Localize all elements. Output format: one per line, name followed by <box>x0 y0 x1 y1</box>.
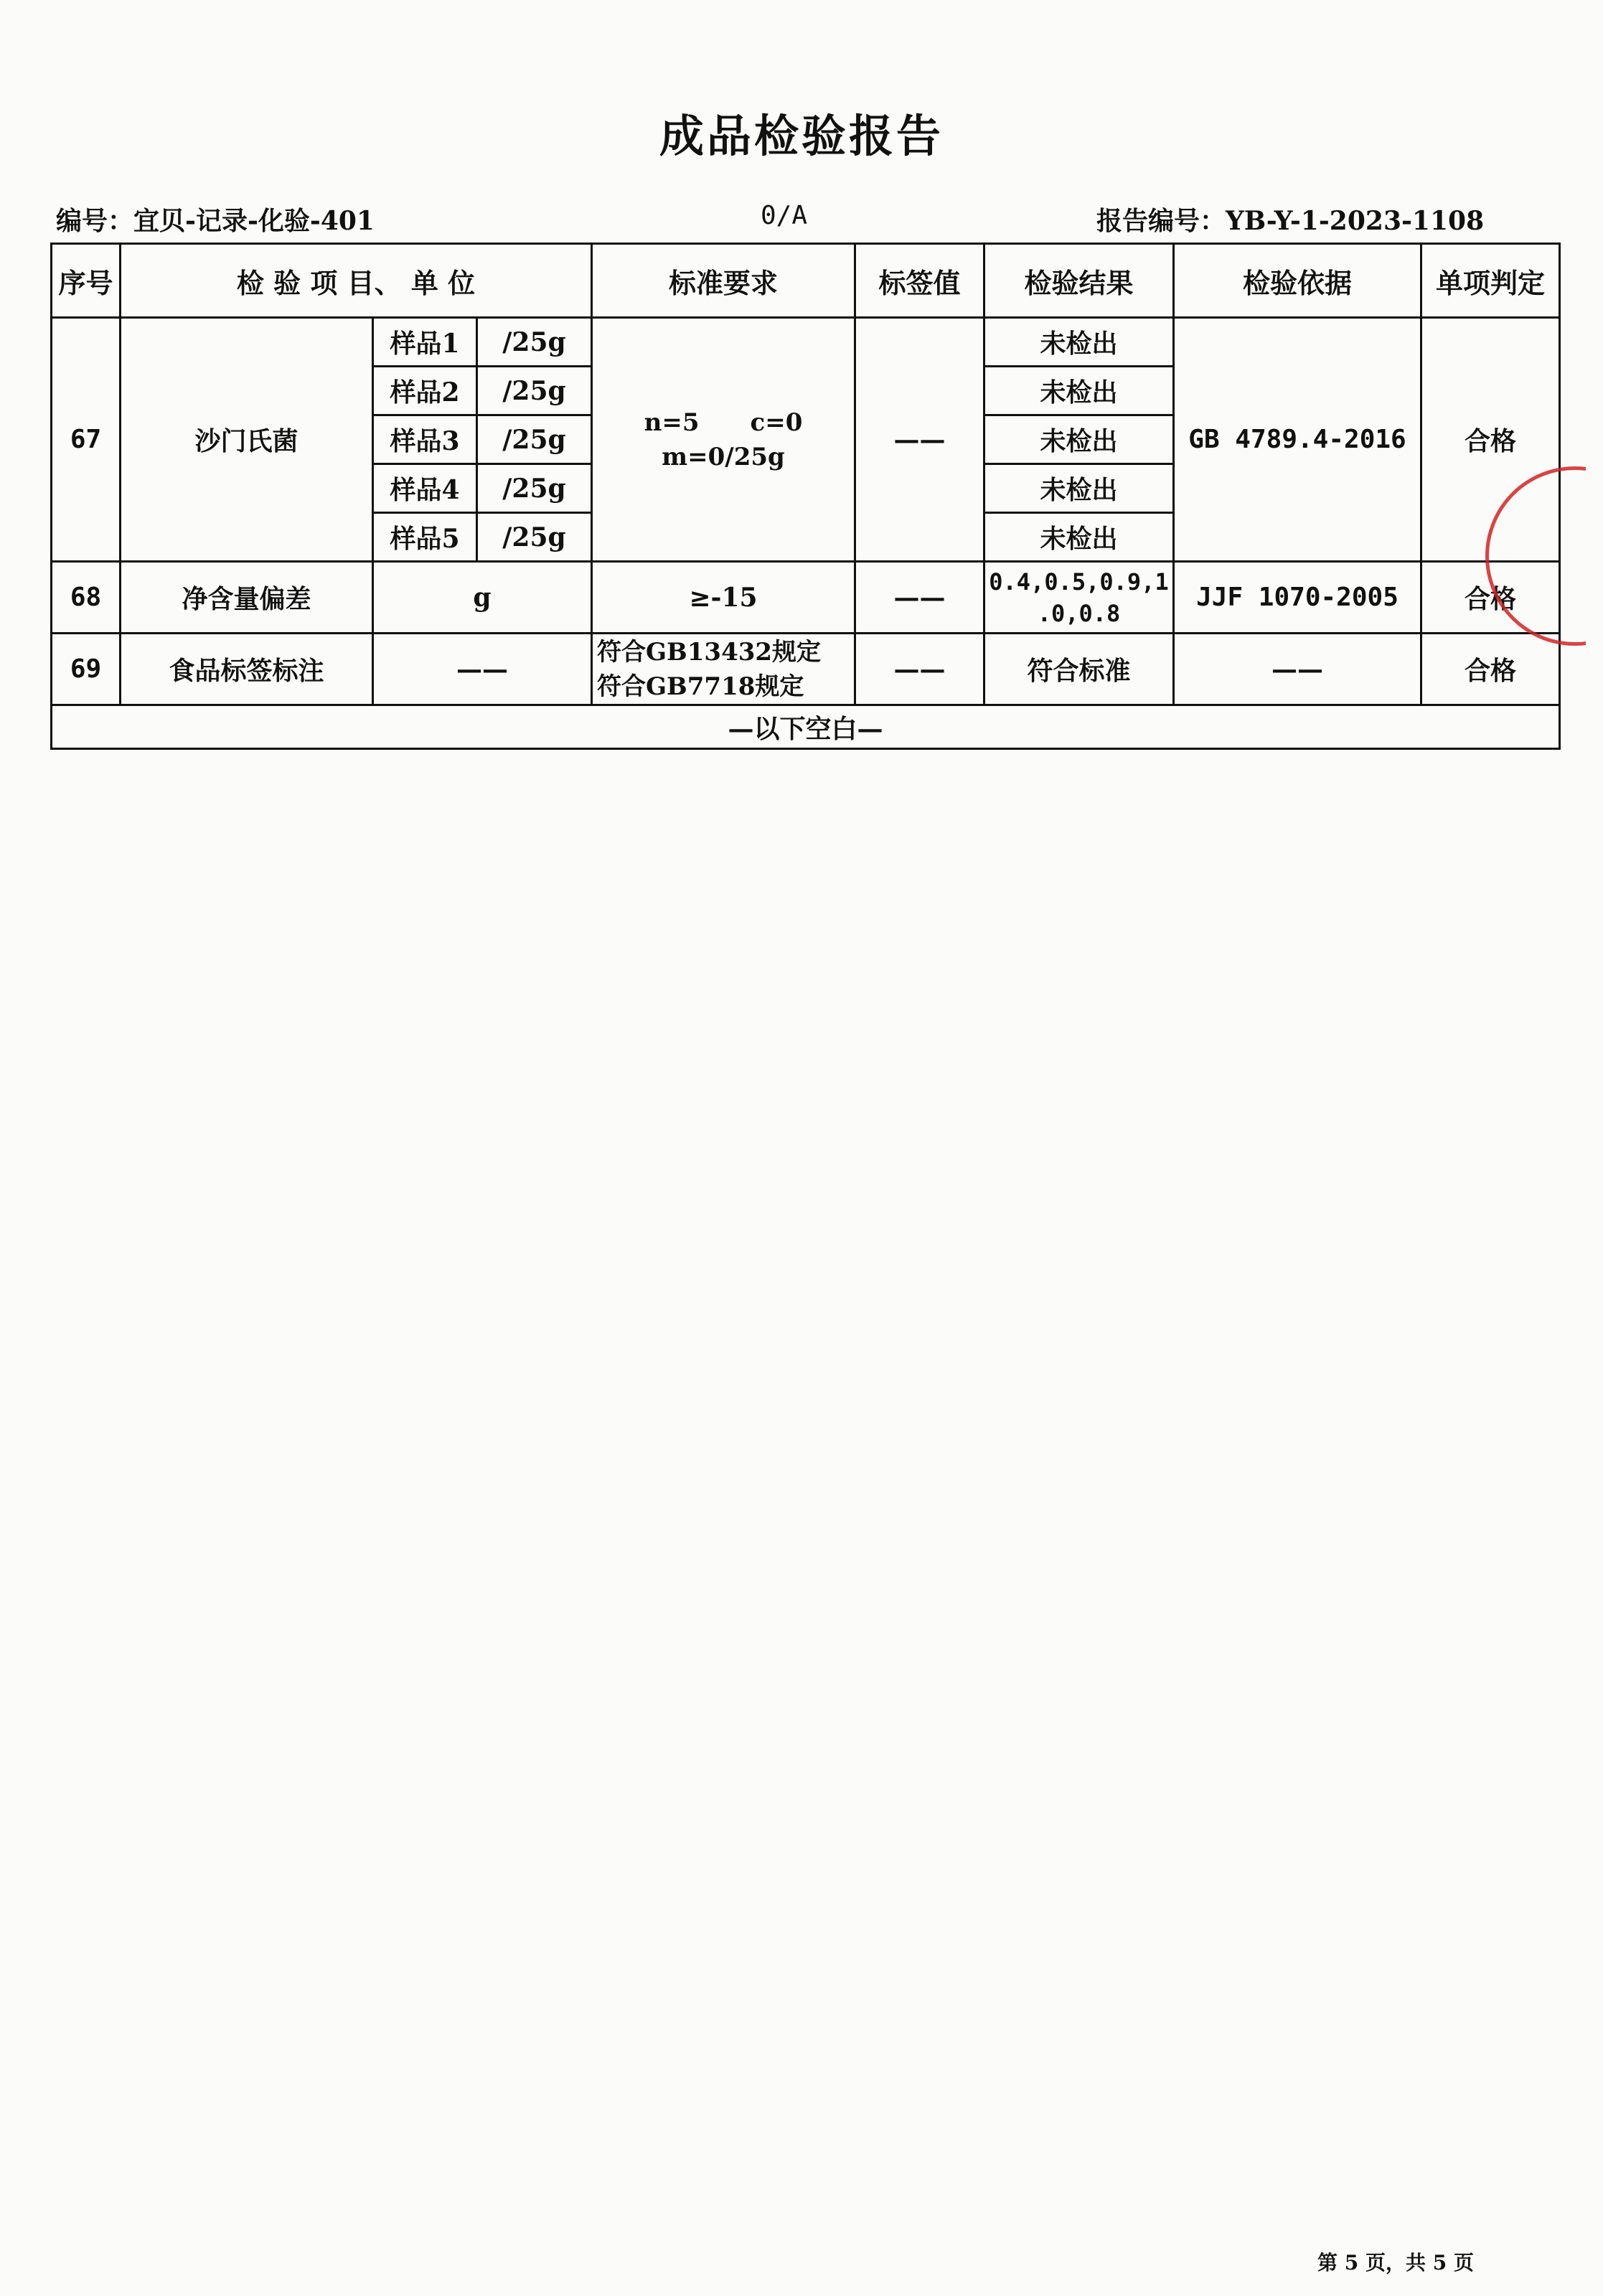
header-verdict: 单项判定 <box>1421 244 1560 318</box>
standard-line: n=5 c=0 <box>644 408 803 437</box>
sample-result: 未检出 <box>984 367 1174 415</box>
document-number: 编号：宜贝-记录-化验-401 <box>56 206 375 236</box>
row-result <box>984 562 1174 634</box>
row-verdict: 合格 <box>1421 318 1560 562</box>
result-line: 0.4,0.5,0.9,1 <box>989 568 1169 596</box>
sample-result: 未检出 <box>984 415 1174 464</box>
page-number: 第 5 页，共 5 页 <box>1317 2251 1474 2274</box>
row-label: —— <box>855 634 984 705</box>
row-label: —— <box>855 562 984 634</box>
blank-note: —以下空白— <box>52 705 1560 749</box>
row-standard: ≥-15 <box>592 562 855 634</box>
sample-unit: /25g <box>477 415 592 464</box>
sample-unit: /25g <box>477 367 592 415</box>
standard-line: 符合GB13432规定 <box>597 637 822 667</box>
sample-name: 样品4 <box>373 464 477 513</box>
row-seq: 67 <box>52 318 121 562</box>
standard-line: m=0/25g <box>662 442 785 471</box>
sample-unit: /25g <box>477 464 592 513</box>
row-verdict: 合格 <box>1421 562 1560 634</box>
table-row <box>52 318 1560 367</box>
table-header-row <box>52 244 1560 318</box>
blank-note-row <box>52 705 1560 749</box>
header-item: 检 验 项 目、 单 位 <box>121 244 592 318</box>
row-seq: 69 <box>52 634 121 705</box>
row-basis: JJF 1070-2005 <box>1174 562 1421 634</box>
version-label: 0/A <box>761 201 808 230</box>
standard-line: 符合GB7718规定 <box>597 672 804 701</box>
report-number: 报告编号：YB-Y-1-2023-1108 <box>1096 206 1485 236</box>
header-label: 标签值 <box>855 244 984 318</box>
sample-name: 样品2 <box>373 367 477 415</box>
row-unit: —— <box>373 634 592 705</box>
sample-unit: /25g <box>477 513 592 562</box>
table-row <box>52 562 1560 634</box>
row-label: —— <box>855 318 984 562</box>
row-standard <box>592 318 855 562</box>
page-title: 成品检验报告 <box>659 110 944 162</box>
sample-name: 样品1 <box>373 318 477 367</box>
row-item: 食品标签标注 <box>121 634 373 705</box>
sample-unit: /25g <box>477 318 592 367</box>
row-standard <box>592 634 855 705</box>
row-item: 净含量偏差 <box>121 562 373 634</box>
sample-result: 未检出 <box>984 318 1174 367</box>
header-result: 检验结果 <box>984 244 1174 318</box>
row-seq: 68 <box>52 562 121 634</box>
row-basis: —— <box>1174 634 1421 705</box>
row-basis: GB 4789.4-2016 <box>1174 318 1421 562</box>
sample-name: 样品3 <box>373 415 477 464</box>
inspection-table <box>50 243 1561 750</box>
row-unit: g <box>373 562 592 634</box>
sample-name: 样品5 <box>373 513 477 562</box>
sample-result: 未检出 <box>984 513 1174 562</box>
header-standard: 标准要求 <box>592 244 855 318</box>
header-basis: 检验依据 <box>1174 244 1421 318</box>
row-verdict: 合格 <box>1421 634 1560 705</box>
table-row <box>52 634 1560 705</box>
row-item: 沙门氏菌 <box>121 318 373 562</box>
sample-result: 未检出 <box>984 464 1174 513</box>
row-result: 符合标准 <box>984 634 1174 705</box>
result-line: .0,0.8 <box>1037 599 1121 627</box>
header-seq: 序号 <box>52 244 121 318</box>
